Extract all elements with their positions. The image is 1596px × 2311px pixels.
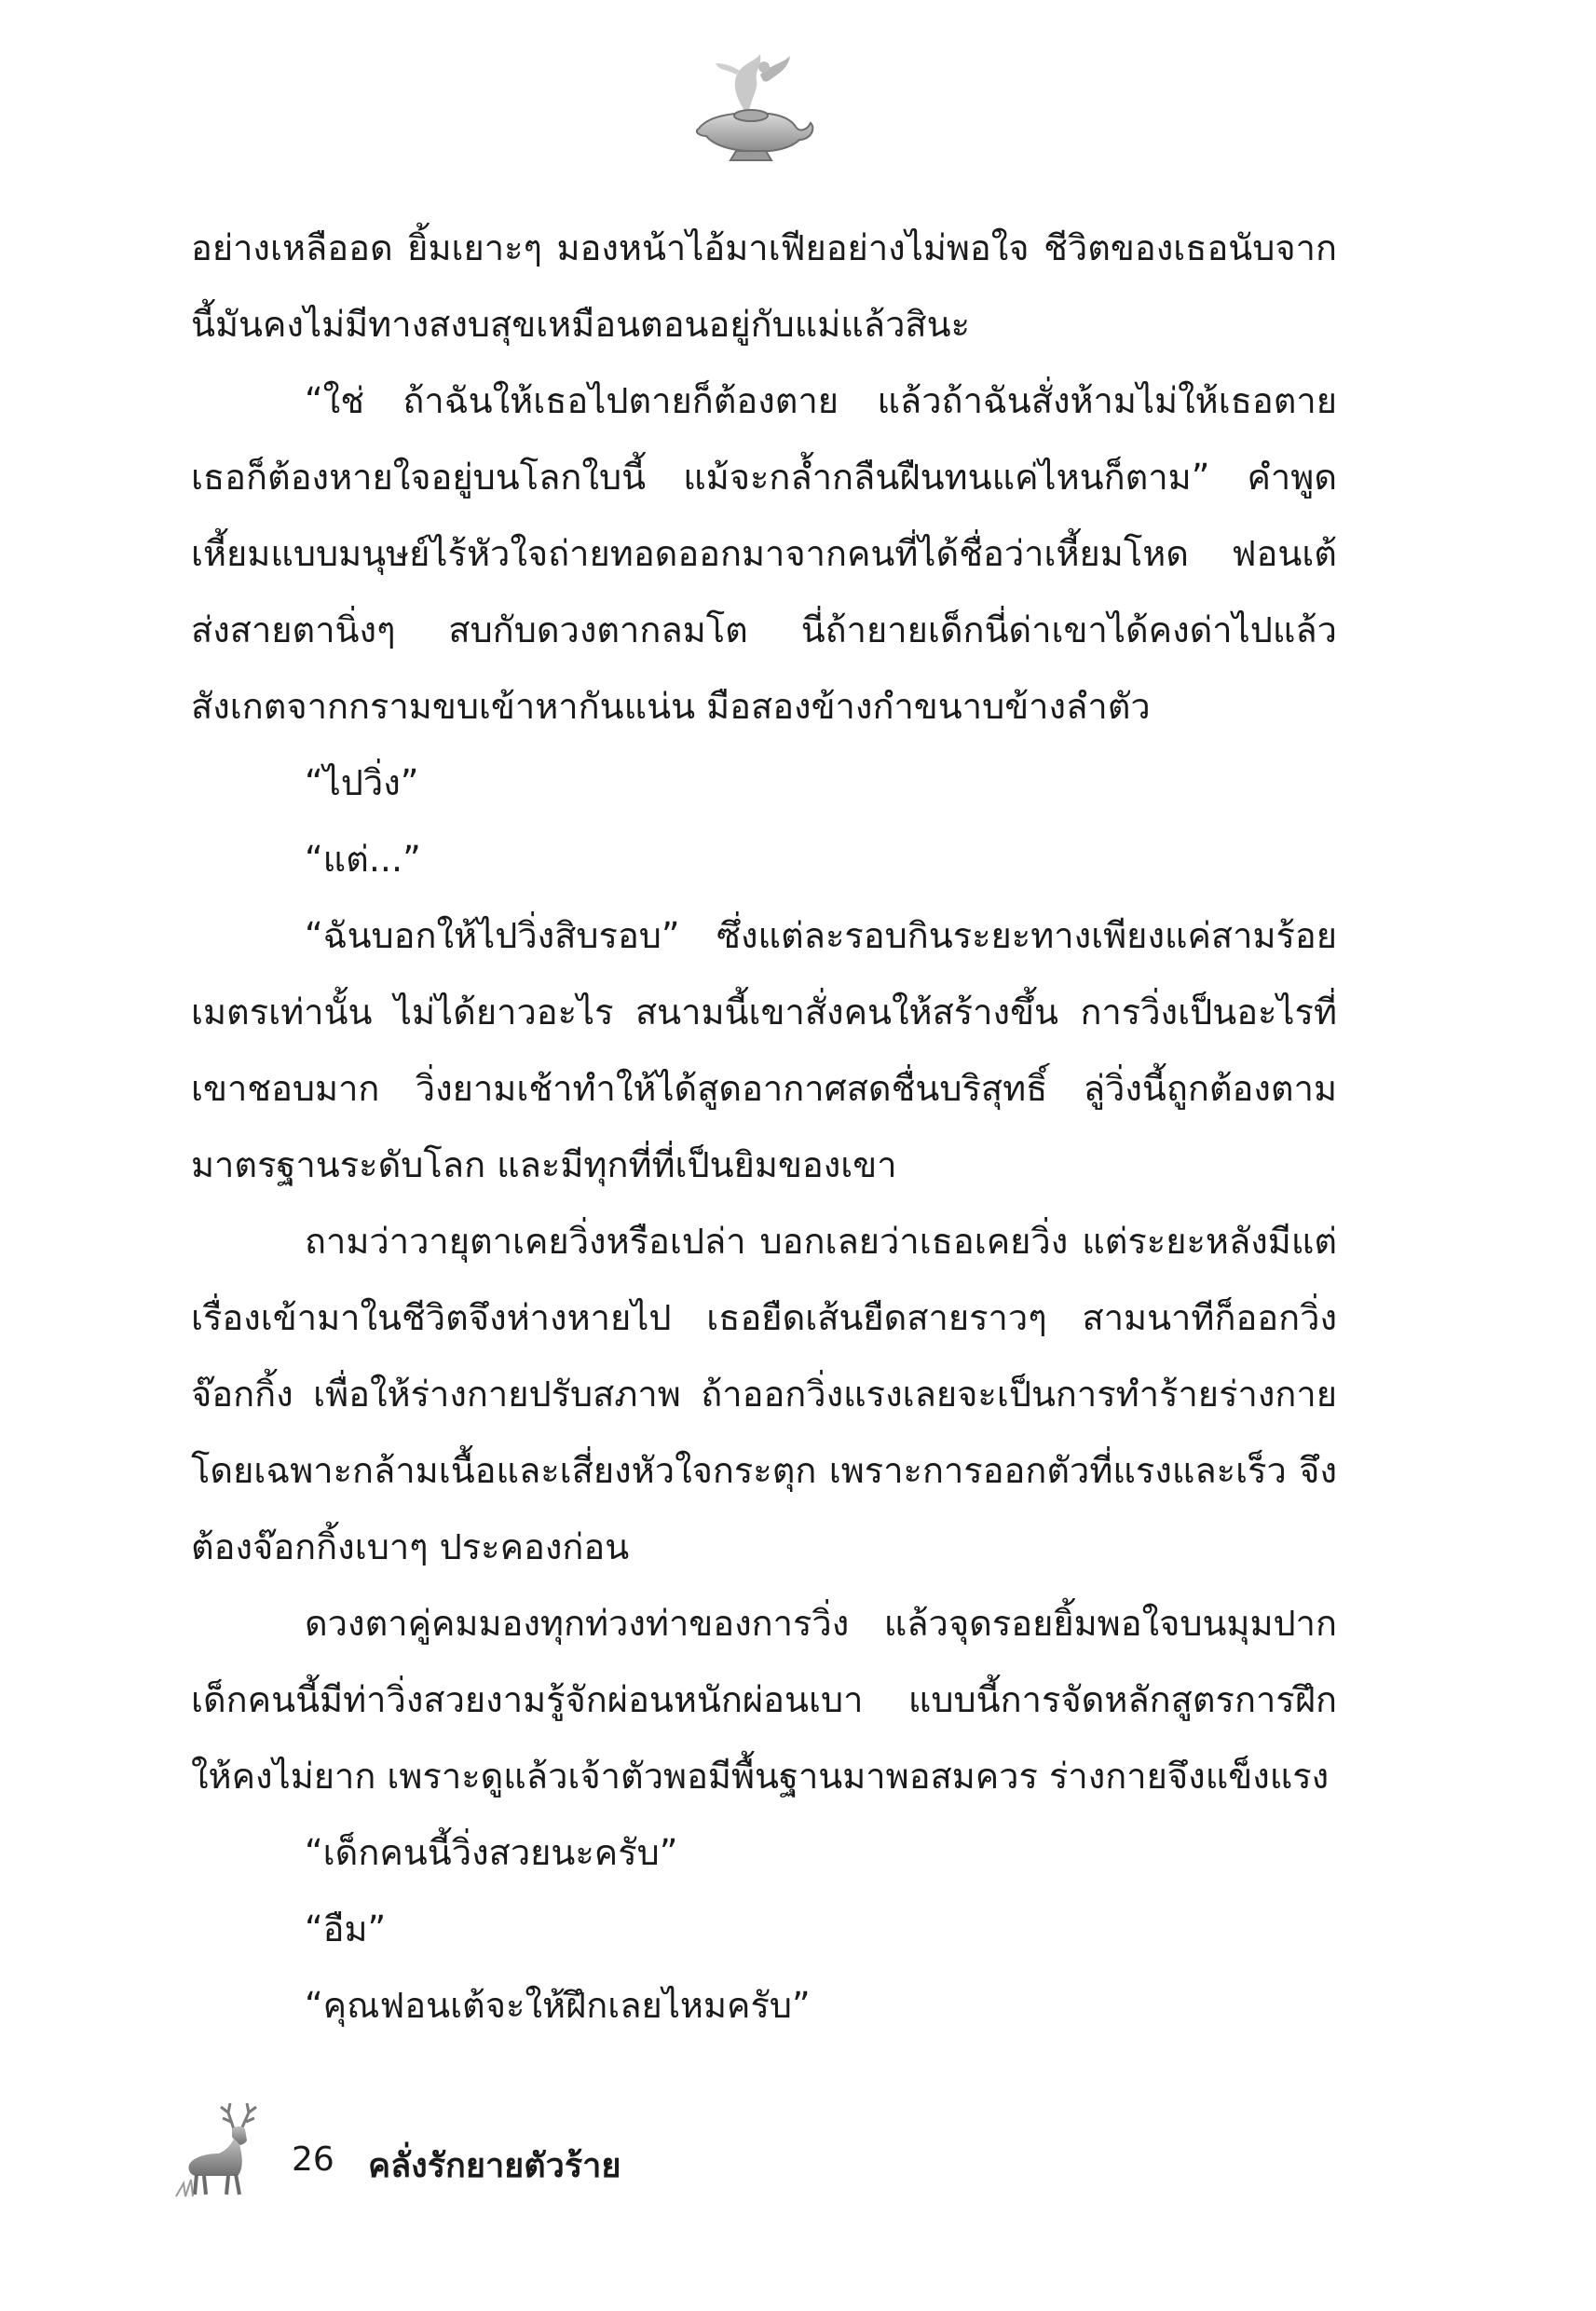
paragraph: “ฉันบอกให้ไปวิ่งสิบรอบ” ซึ่งแต่ละรอบกินระยะทางเพียงแค่สามร้อยเมตรเท่านั้น ไม่ได้ยาวอะไร สนามนี้เขาสั่งคนให้สร้างขึ้น การวิ่งเป็นอะไรที่เขาชอบมาก วิ่งยามเช้าทำให้ได้สูดอากาศสดชื่นบริสุทธิ์ ลู่วิ่งนี้ถูกต้องตามมาตรฐานระดับโลก และมีทุกที่ที่เป็นยิมของเขา — [191, 915, 1337, 1185]
paragraph: “ใช่ ถ้าฉันให้เธอไปตายก็ต้องตาย แล้วถ้าฉันสั่งห้ามไม่ให้เธอตาย เธอก็ต้องหายใจอยู่บนโลกใบนี้ แม้จะกล้ำกลืนฝืนทนแค่ไหนก็ตาม” คำพูดเหี้ยมแบบมนุษย์ไร้หัวใจถ่ายทอดออกมาจากคนที่ได้ชื่อว่าเหี้ยมโหด ฟอนเต้ส่งสายตานิ่งๆ สบกับดวงตากลมโต นี่ถ้ายายเด็กนี่ด่าเขาได้คงด่าไปแล้ว สังเกตจากกรามขบเข้าหากันแน่น มือสองข้างกำขนาบข้างลำตัว — [191, 380, 1337, 727]
paragraph: “แต่...” — [305, 839, 421, 880]
paragraph: ถามว่าวายุตาเคยวิ่งหรือเปล่า บอกเลยว่าเธอเคยวิ่ง แต่ระยะหลังมีแต่เรื่องเข้ามาในชีวิตจึงห่างหายไป เธอยืดเส้นยืดสายราวๆ สามนาทีก็ออกวิ่งจ๊อกกิ้ง เพื่อให้ร่างกายปรับสภาพ ถ้าออกวิ่งแรงเลยจะเป็นการทำร้ายร่างกาย โดยเฉพาะกล้ามเนื้อและเสี่ยงหัวใจกระตุก เพราะการออกตัวที่แรงและเร็ว จึงต้องจ๊อกกิ้งเบาๆ ประคองก่อน — [191, 1221, 1337, 1567]
deer-icon — [172, 2101, 275, 2199]
paragraph: “คุณฟอนเต้จะให้ฝึกเลยไหมครับ” — [305, 1985, 811, 2026]
page-body-text — [191, 210, 1337, 2044]
genie-lamp-fairy-icon — [680, 47, 820, 168]
page-number: 26 — [292, 2140, 334, 2179]
page-footer — [172, 2101, 918, 2204]
paragraph: “เด็กคนนี้วิ่งสวยนะครับ” — [305, 1832, 678, 1873]
book-title: คลั่งรักยายตัวร้าย — [368, 2147, 621, 2185]
paragraph: ดวงตาคู่คมมองทุกท่วงท่าของการวิ่ง แล้วจุดรอยยิ้มพอใจบนมุมปาก เด็กคนนี้มีท่าวิ่งสวยงามรู้จักผ่อนหนักผ่อนเบา แบบนี้การจัดหลักสูตรการฝึกให้คงไม่ยาก เพราะดูแล้วเจ้าตัวพอมีพื้นฐานมาพอสมควร ร่างกายจึงแข็งแรง — [191, 1603, 1337, 1797]
paragraph: อย่างเหลืออด ยิ้มเยาะๆ มองหน้าไอ้มาเฟียอย่างไม่พอใจ ชีวิตของเธอนับจากนี้มันคงไม่มีทางสงบสุขเหมือนตอนอยู่กับแม่แล้วสินะ — [191, 227, 1337, 345]
paragraph: “ไปวิ่ง” — [305, 762, 419, 803]
paragraph: “อืม” — [305, 1908, 387, 1949]
